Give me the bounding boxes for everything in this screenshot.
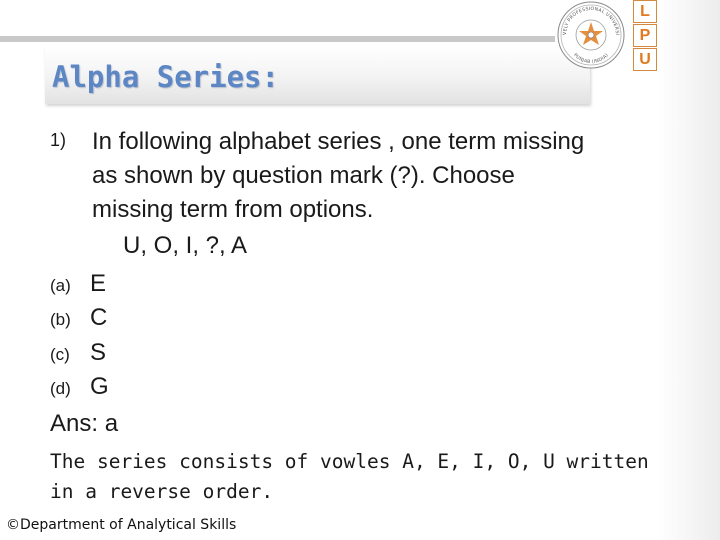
option-c <box>50 339 106 367</box>
lpu-letter-l: L <box>633 0 657 23</box>
seal-bottom-text: PUNJAB (INDIA) <box>572 52 610 66</box>
option-marker: (d) <box>50 379 71 398</box>
option-marker: (a) <box>50 276 71 295</box>
question-number: 1) <box>50 130 67 150</box>
seal-top-text: VELY PROFESSIONAL UNIVERSI <box>562 6 620 36</box>
answer: Ans: a <box>50 410 119 437</box>
option-b <box>50 304 107 332</box>
letter-series: U, O, I, ?, A <box>123 232 248 259</box>
lpu-logo <box>633 0 657 72</box>
question-line-1: In following alphabet series , one term missing <box>92 128 585 155</box>
explanation-line-1: The series consists of vowles A, E, I, O, U written <box>50 450 649 473</box>
option-d <box>50 373 109 401</box>
explanation-line-2: in a reverse order. <box>50 480 274 503</box>
option-marker: (c) <box>50 345 70 364</box>
question-line-2: as shown by question mark (?). Choose <box>92 162 515 189</box>
explanation <box>50 447 649 507</box>
option-text: S <box>90 339 107 366</box>
top-rule <box>0 36 555 42</box>
option-text: E <box>90 270 107 297</box>
option-marker: (b) <box>50 310 71 329</box>
slide-title: Alpha Series: <box>52 60 279 94</box>
option-text: C <box>90 304 108 331</box>
question-line-3: missing term from options. <box>92 196 374 223</box>
right-gutter <box>658 0 720 540</box>
option-a <box>50 270 106 298</box>
lpu-letter-u: U <box>633 48 657 71</box>
university-seal-logo <box>556 0 626 70</box>
footer-copyright: ©Department of Analytical Skills <box>6 517 237 533</box>
lpu-letter-p: P <box>633 24 657 47</box>
option-text: G <box>90 373 109 400</box>
